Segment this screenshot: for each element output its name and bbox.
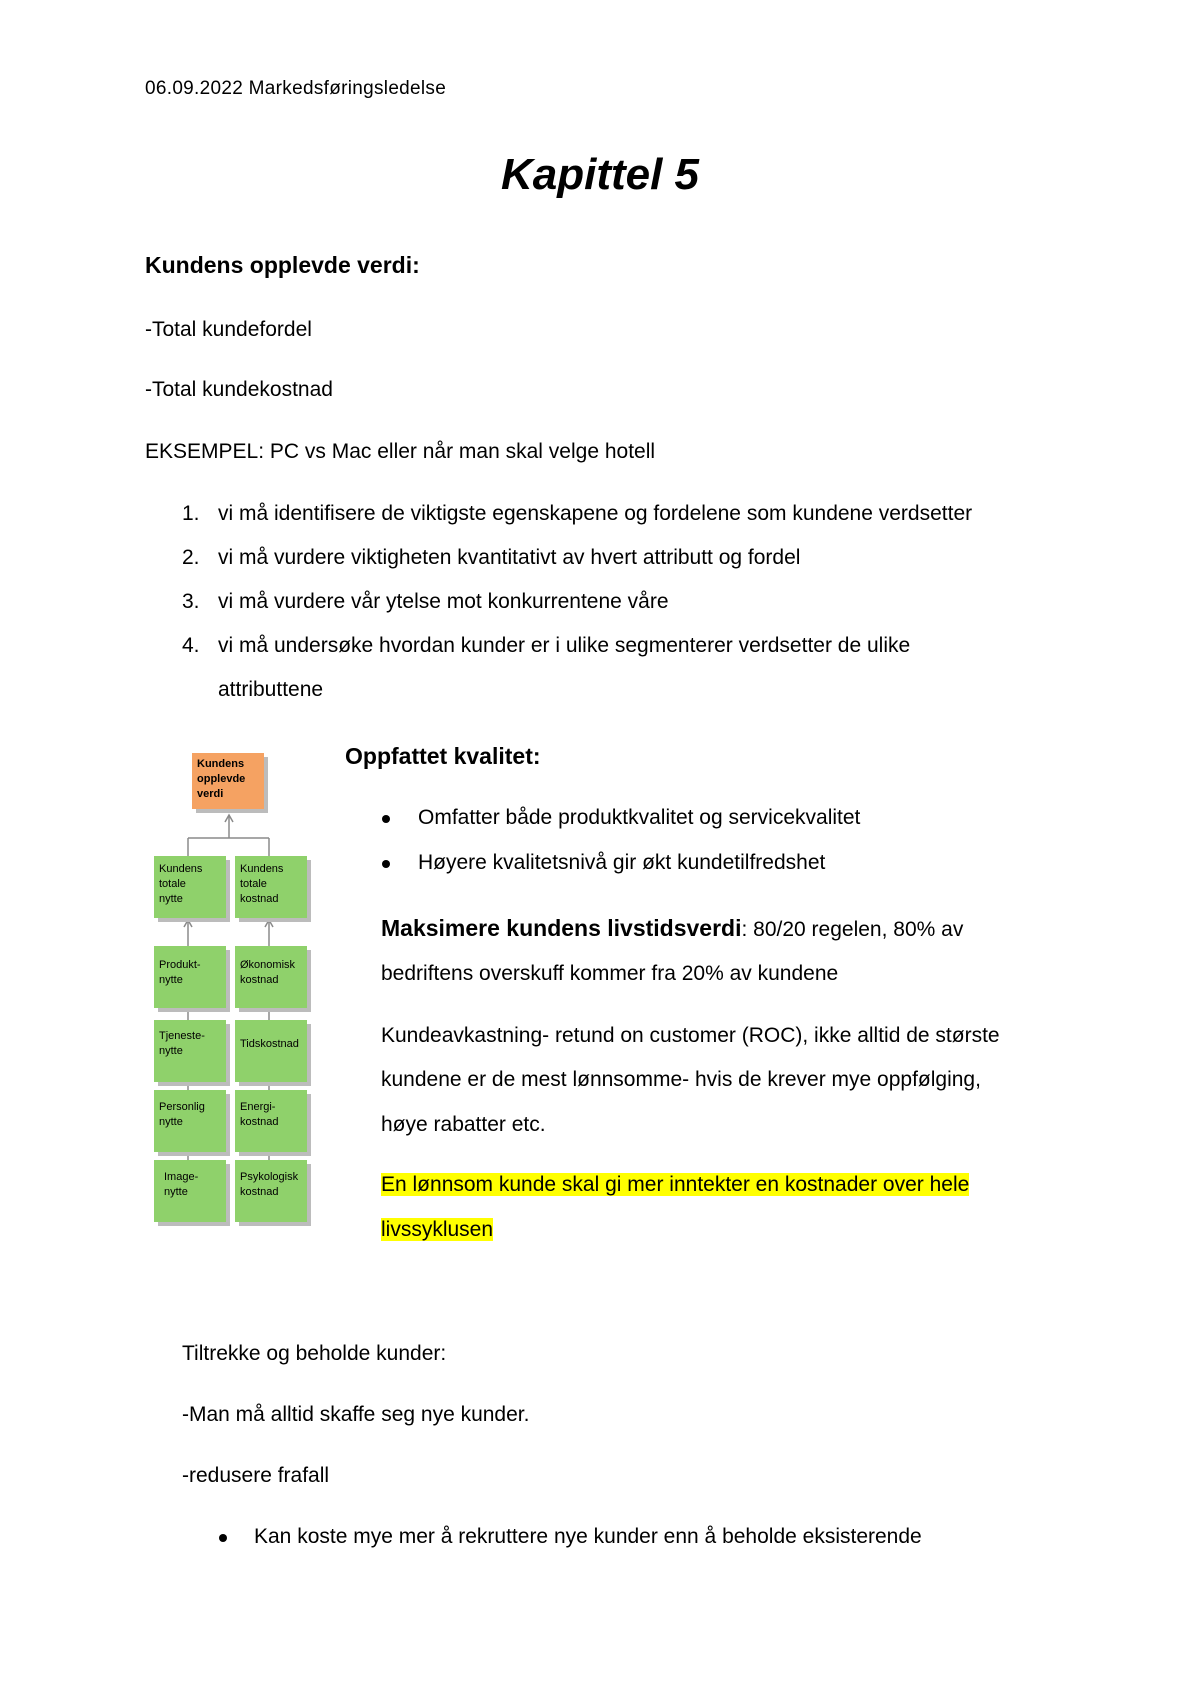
list-item: vi må identifisere de viktigste egenskapene og fordelene som kundene verdsetter (218, 502, 973, 525)
section-heading-perceived-quality: Oppfattet kvalitet: (345, 743, 541, 769)
box-text: kostnad (240, 893, 279, 905)
box-text: Tjeneste- (159, 1030, 205, 1042)
highlight: En lønnsom kunde skal gi mer inntekter en kostnader over hele (381, 1173, 970, 1196)
highlight: livssyklusen (381, 1218, 494, 1241)
box-text: Kundens (240, 863, 284, 875)
box-text: totale (159, 878, 186, 890)
example-line: EKSEMPEL: PC vs Mac eller når man skal velge hotell (145, 440, 656, 463)
text-line: -Total kundefordel (145, 318, 312, 341)
highlighted-text (381, 1173, 969, 1197)
box-text: opplevde (197, 773, 246, 785)
section-heading-perceived-value: Kundens opplevde verdi: (145, 252, 420, 278)
bullet-icon (219, 1534, 227, 1542)
section-heading-attract-retain: Tiltrekke og beholde kunder: (182, 1342, 447, 1365)
text-line: høye rabatter etc. (381, 1113, 546, 1136)
list-number: 2. (182, 546, 200, 569)
list-item: vi må vurdere vår ytelse mot konkurrentene våre (218, 590, 669, 613)
box-text: Tidskostnad (240, 1038, 299, 1050)
box-text: nytte (159, 893, 183, 905)
lifetime-value-line (381, 915, 963, 942)
time-cost-box (235, 1020, 307, 1082)
bullet-item: Kan koste mye mer å rekruttere nye kunder enn å beholde eksisterende (254, 1525, 922, 1548)
box-text: verdi (197, 788, 224, 800)
box-text: totale (240, 878, 267, 890)
box-text: Produkt- (159, 959, 201, 971)
box-text: nytte (159, 974, 183, 986)
box-text: Image- (164, 1171, 199, 1183)
document-header: 06.09.2022 Markedsføringsledelse (145, 78, 447, 99)
list-item: vi må vurdere viktigheten kvantitativt av hvert attributt og fordel (218, 546, 801, 569)
box-text: Økonomisk (240, 959, 296, 971)
highlighted-text (381, 1218, 493, 1242)
box-text: Psykologisk (240, 1171, 299, 1183)
bullet-item: Høyere kvalitetsnivå gir økt kundetilfredshet (418, 851, 826, 874)
lifetime-value-heading: Maksimere kundens livstidsverdi (381, 915, 742, 941)
box-text: kostnad (240, 1116, 279, 1128)
box-text: nytte (159, 1045, 183, 1057)
text-line: bedriftens overskuff kommer fra 20% av kundene (381, 962, 839, 985)
text-line: -Man må alltid skaffe seg nye kunder. (182, 1403, 530, 1426)
list-number: 3. (182, 590, 200, 613)
list-item-continuation: attributtene (218, 678, 324, 701)
box-text: Energi- (240, 1101, 276, 1113)
lifetime-value-text: : 80/20 regelen, 80% av (741, 918, 964, 941)
list-item: vi må undersøke hvordan kunder er i ulike segmenterer verdsetter de ulike (218, 634, 911, 657)
text-line: -redusere frafall (182, 1464, 330, 1487)
list-number: 1. (182, 502, 200, 525)
box-text: Kundens (197, 758, 245, 770)
box-text: Personlig (159, 1101, 205, 1113)
page-title: Kapittel 5 (500, 150, 700, 199)
bullet-item: Omfatter både produktkvalitet og servicekvalitet (418, 806, 861, 829)
text-line: Kundeavkastning- retund on customer (ROC), ikke alltid de største (381, 1024, 1000, 1047)
customer-value-diagram (140, 750, 340, 1230)
box-text: kostnad (240, 974, 279, 986)
text-line: -Total kundekostnad (145, 378, 333, 401)
box-text: Kundens (159, 863, 203, 875)
box-text: nytte (159, 1116, 183, 1128)
bullet-icon (382, 815, 390, 823)
list-number: 4. (182, 634, 200, 657)
text-line: kundene er de mest lønnsomme- hvis de krever mye oppfølging, (381, 1068, 981, 1091)
box-text: nytte (164, 1186, 188, 1198)
box-text: kostnad (240, 1186, 279, 1198)
bullet-icon (382, 860, 390, 868)
